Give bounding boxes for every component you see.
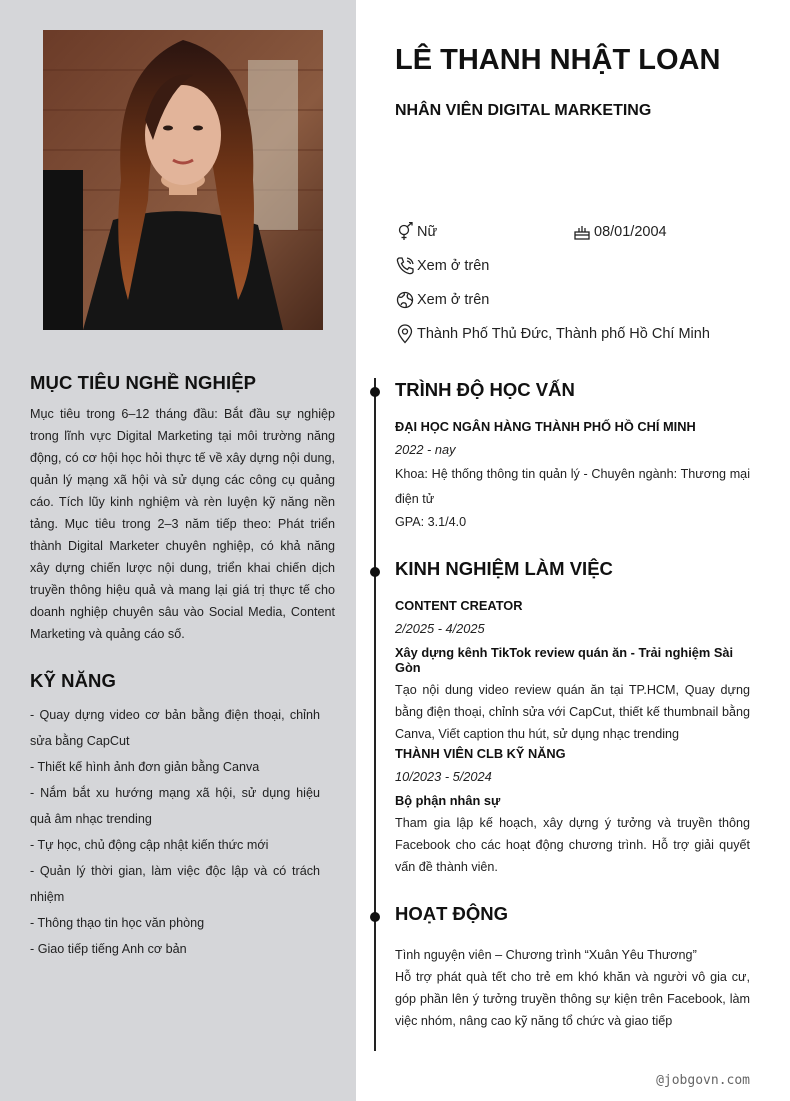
list-item: - Quản lý thời gian, làm việc độc lập và có trách nhiệm bbox=[30, 864, 320, 904]
gender-icon bbox=[395, 222, 415, 242]
job-desc: Tham gia lập kế hoạch, xây dựng ý tưởng và truyền thông Facebook cho các hoạt động chương trình. Hỗ trợ giải quyết vấn đề thành viên. bbox=[395, 816, 750, 874]
education-period: 2022 - nay bbox=[395, 442, 456, 457]
website-value: Xem ở trên bbox=[417, 292, 490, 308]
candidate-name: LÊ THANH NHẬT LOAN bbox=[395, 44, 721, 76]
job-block bbox=[395, 598, 750, 745]
address-row bbox=[395, 324, 710, 344]
list-item: - Giao tiếp tiếng Anh cơ bản bbox=[30, 942, 187, 956]
skills-section bbox=[30, 670, 335, 962]
activity-block bbox=[395, 944, 750, 1032]
gender-row bbox=[395, 222, 437, 242]
school-name: ĐẠI HỌC NGÂN HÀNG THÀNH PHỐ HỒ CHÍ MINH bbox=[395, 419, 696, 434]
globe-icon bbox=[395, 290, 415, 310]
phone-row bbox=[395, 256, 489, 276]
job-title: NHÂN VIÊN DIGITAL MARKETING bbox=[395, 102, 652, 119]
skills-list bbox=[30, 702, 320, 962]
objective-text: Mục tiêu trong 6–12 tháng đầu: Bắt đầu sự nghiệp trong lĩnh vực Digital Marketing tại môi trường năng động, có cơ hội học hỏi thực tế về xây dựng nội dung, quản lý mạng xã hội và sử dụng các công cụ quảng cáo. Tích lũy kinh nghiệm và rèn luyện kỹ năng nền tảng. Mục tiêu trong 2–3 năm tiếp theo: Phát triển thành Digital Marketer chuyên nghiệp, có khả năng xây dựng chiến lược nội dung, triển khai chiến dịch truyền thông hiệu quả và mang lại giá trị thực tế cho doanh nghiệp chuyên sâu vào Social Media, Content Marketing và quảng cáo số. bbox=[30, 407, 335, 641]
list-item: - Thiết kế hình ảnh đơn giản bằng Canva bbox=[30, 760, 260, 774]
list-item: - Quay dựng video cơ bản bằng điện thoại, chỉnh sửa bằng CapCut bbox=[30, 708, 320, 748]
job-role: Xây dựng kênh TikTok review quán ăn - Trải nghiệm Sài Gòn bbox=[395, 645, 734, 675]
website-row bbox=[395, 290, 489, 310]
objective-title: MỤC TIÊU NGHỀ NGHIỆP bbox=[30, 372, 257, 393]
job-role: Bộ phận nhân sự bbox=[395, 793, 501, 808]
list-item: - Nắm bắt xu hướng mạng xã hội, sử dụng hiệu quả âm nhạc trending bbox=[30, 786, 320, 826]
gender-value: Nữ bbox=[417, 224, 438, 240]
watermark: @jobgovn.com bbox=[656, 1073, 750, 1088]
activity-name: Tình nguyện viên – Chương trình “Xuân Yêu Thương” bbox=[395, 948, 697, 962]
job-period: 2/2025 - 4/2025 bbox=[395, 621, 485, 636]
education-title: TRÌNH ĐỘ HỌC VẤN bbox=[395, 379, 575, 400]
timeline-dot bbox=[370, 567, 380, 577]
birthdate-row bbox=[572, 222, 667, 242]
activities-title: HOẠT ĐỘNG bbox=[395, 903, 509, 924]
timeline-line bbox=[374, 378, 376, 1051]
objective-section bbox=[30, 372, 335, 645]
skills-title: KỸ NĂNG bbox=[30, 670, 117, 691]
birthdate-value: 08/01/2004 bbox=[594, 224, 667, 240]
profile-photo bbox=[43, 30, 323, 330]
location-pin-icon bbox=[395, 324, 415, 344]
job-period: 10/2023 - 5/2024 bbox=[395, 769, 492, 784]
job-org: THÀNH VIÊN CLB KỸ NĂNG bbox=[395, 746, 566, 761]
job-block bbox=[395, 746, 750, 878]
address-value: Thành Phố Thủ Đức, Thành phố Hồ Chí Minh bbox=[417, 326, 710, 342]
timeline-dot bbox=[370, 912, 380, 922]
phone-icon bbox=[395, 256, 415, 276]
list-item: - Tự học, chủ động cập nhật kiến thức mới bbox=[30, 838, 269, 852]
job-desc: Tạo nội dung video review quán ăn tại TP.HCM, Quay dựng bằng điện thoại, chỉnh sửa với CapCut, thiết kế thumbnail bằng Canva, Viết caption thu hút, sử dụng nhạc trending bbox=[395, 683, 750, 741]
cake-icon bbox=[572, 222, 592, 242]
education-major: Khoa: Hệ thống thông tin quản lý - Chuyên ngành: Thương mại điện tử bbox=[395, 467, 750, 506]
experience-title: KINH NGHIỆM LÀM VIỆC bbox=[395, 558, 613, 579]
activity-desc: Hỗ trợ phát quà tết cho trẻ em khó khăn và người vô gia cư, góp phần lên ý tưởng truyền thông sự kiện trên Facebook, làm việc nhóm, nâng cao kỹ năng tổ chức và giao tiếp bbox=[395, 970, 750, 1028]
phone-value: Xem ở trên bbox=[417, 258, 490, 274]
education-gpa: GPA: 3.1/4.0 bbox=[395, 515, 467, 529]
education-block bbox=[395, 419, 750, 529]
job-org: CONTENT CREATOR bbox=[395, 598, 523, 613]
timeline-dot bbox=[370, 387, 380, 397]
list-item: - Thông thạo tin học văn phòng bbox=[30, 916, 205, 930]
